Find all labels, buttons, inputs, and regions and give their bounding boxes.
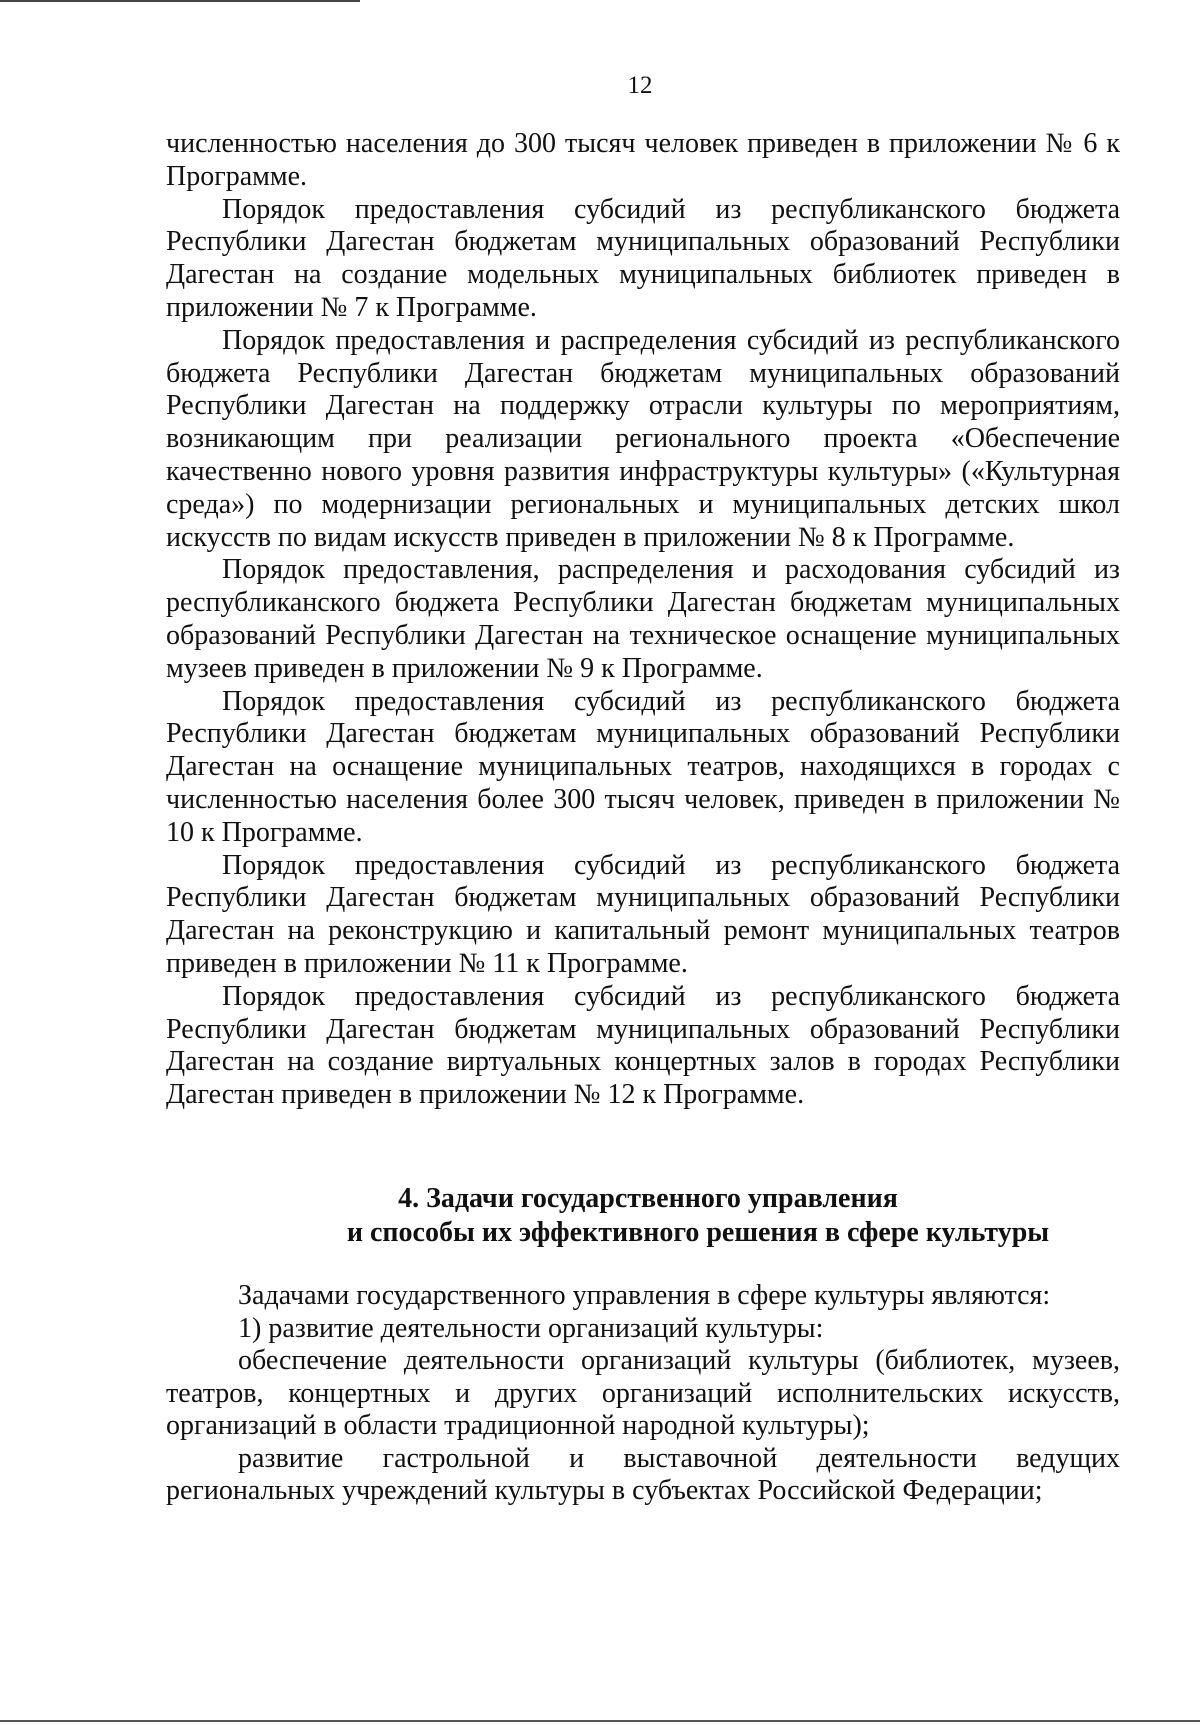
tasks-section — [166, 1280, 1120, 1508]
paragraph-appendix-12: Порядок предоставления субсидий из республиканского бюджета Республики Дагестан бюджетам муниципальных образований Республики Дагестан на создание виртуальных концертных залов в городах Республики Дагестан приведен в приложении № 12 к Программе. — [166, 980, 1120, 1111]
section-heading-line-1: 4. Задачи государственного управления — [398, 1183, 898, 1214]
paragraph-appendix-9: Порядок предоставления, распределения и расходования субсидий из республиканского бюджета Республики Дагестан бюджетам муниципальных образований Республики Дагестан на техническое оснащение муниципальных музеев приведен в приложении № 9 к Программе. — [166, 554, 1120, 684]
tasks-intro: Задачами государственного управления в сфере культуры являются: — [238, 1280, 1051, 1311]
paragraph-appendix-11: Порядок предоставления субсидий из республиканского бюджета Республики Дагестан бюджетам муниципальных образований Республики Дагестан на реконструкцию и капитальный ремонт муниципальных театров приведен в приложении № 11 к Программе. — [166, 849, 1120, 979]
body-text — [166, 128, 1120, 1112]
task-item-1: 1) развитие деятельности организаций культуры: — [238, 1312, 824, 1344]
scan-edge-top — [0, 0, 360, 2]
page-number: 12 — [627, 72, 653, 99]
paragraph-continuation: численностью населения до 300 тысяч человек приведен в приложении № 6 к Программе. — [166, 128, 1120, 192]
paragraph-appendix-8: Порядок предоставления и распределения субсидий из республиканского бюджета Республики Дагестан бюджетам муниципальных образований Республики Дагестан на поддержку отрасли культуры по мероприятиям, возникающим при реализации регионального проекта «Обеспечение качественно нового уровня развития инфраструктуры культуры» («Культурная среда») по модернизации региональных и муниципальных детских школ искусств по видам искусств приведен в приложении № 8 к Программе. — [166, 324, 1120, 553]
section-heading-line-2: и способы их эффективного решения в сфере культуры — [346, 1217, 1050, 1248]
task-item-1-b: развитие гастрольной и выставочной деятельности ведущих региональных учреждений культуры в субъектах Российской Федерации; — [166, 1442, 1120, 1506]
scan-edge-bottom — [0, 1720, 1200, 1722]
paragraph-appendix-7: Порядок предоставления субсидий из республиканского бюджета Республики Дагестан бюджетам муниципальных образований Республики Дагестан на создание модельных муниципальных библиотек приведен в приложении № 7 к Программе. — [166, 193, 1120, 323]
paragraph-appendix-10: Порядок предоставления субсидий из республиканского бюджета Республики Дагестан бюджетам муниципальных образований Республики Дагестан на оснащение муниципальных театров, находящихся в городах с численностью населения более 300 тысяч человек, приведен в приложении № 10 к Программе. — [166, 685, 1120, 848]
section-heading — [166, 1182, 1120, 1250]
task-item-1-a: обеспечение деятельности организаций культуры (библиотек, музеев, театров, концертных и других организаций исполнительских искусств, организаций в области традиционной народной культуры); — [166, 1345, 1120, 1441]
